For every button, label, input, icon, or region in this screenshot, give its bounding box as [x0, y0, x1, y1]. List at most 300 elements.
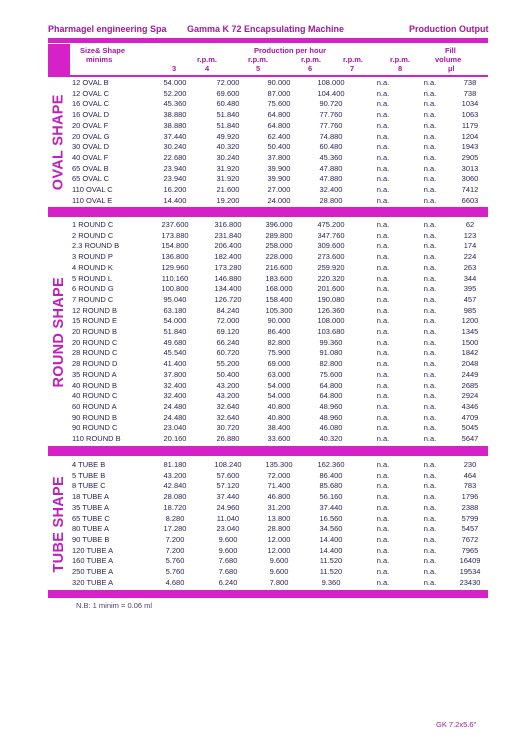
- oval-cell-rpm4: 51.840: [216, 110, 240, 120]
- oval-cell-rpm3: 23.940: [163, 174, 187, 184]
- oval-cell-size: 16 OVAL C: [72, 99, 110, 109]
- round-cell-rpm8: n.a.: [423, 369, 437, 379]
- tube-cell-fill: 23430: [459, 577, 481, 587]
- round-cell-rpm3: 237.600: [161, 220, 189, 229]
- round-cell-rpm7: n.a.: [376, 337, 390, 347]
- oval-cell-rpm6: 77.760: [319, 120, 343, 130]
- oval-cell-rpm4: 69.600: [216, 88, 240, 98]
- round-cell-rpm6: 475.200: [317, 220, 345, 229]
- oval-cell-rpm8: n.a.: [423, 185, 437, 195]
- tube-cell-rpm3: 7.200: [165, 545, 185, 555]
- oval-shape-label-wrap: [48, 78, 70, 206]
- round-cell-rpm5: 82.800: [267, 337, 291, 347]
- round-cell-rpm3: 54.000: [163, 316, 187, 326]
- tube-cell-rpm5: 7.800: [269, 577, 289, 587]
- oval-cell-rpm5: 50.400: [267, 142, 291, 152]
- tube-row: [48, 503, 488, 514]
- tube-cell-rpm6: 37.440: [319, 502, 343, 512]
- round-cell-rpm3: 37.800: [163, 369, 187, 379]
- oval-cell-rpm8: n.a.: [423, 120, 437, 130]
- round-row: [48, 231, 488, 242]
- tube-cell-rpm4: 7.680: [218, 556, 238, 566]
- tube-cell-size: 35 TUBE A: [72, 502, 109, 512]
- oval-shape-label: [48, 78, 70, 206]
- round-cell-rpm6: 126.360: [317, 305, 345, 315]
- round-cell-rpm5: 54.000: [267, 380, 291, 390]
- round-row: [48, 391, 488, 402]
- oval-cell-rpm3: 52.200: [163, 88, 187, 98]
- size-shape-header: Size& Shape: [80, 46, 126, 55]
- tube-cell-rpm7: n.a.: [376, 524, 390, 534]
- round-cell-rpm3: 32.400: [163, 391, 187, 401]
- round-tube-divider: [48, 446, 488, 456]
- tube-cell-rpm6: 11.520: [319, 567, 343, 577]
- oval-cell-fill: 738: [463, 78, 477, 87]
- round-cell-rpm4: 66.240: [216, 337, 240, 347]
- round-cell-rpm3: 20.160: [163, 434, 187, 444]
- tube-cell-rpm5: 12.000: [267, 545, 291, 555]
- tube-cell-rpm3: 43.200: [163, 470, 187, 480]
- round-row: [48, 348, 488, 359]
- tube-shape-label: [48, 460, 70, 588]
- oval-cell-rpm4: 60.480: [216, 99, 240, 109]
- round-cell-rpm8: n.a.: [423, 348, 437, 358]
- round-cell-rpm5: 158.400: [265, 294, 293, 304]
- tube-cell-rpm8: n.a.: [423, 481, 437, 491]
- oval-cell-rpm7: n.a.: [376, 131, 390, 141]
- round-row: [48, 434, 488, 445]
- round-row: [48, 359, 488, 370]
- round-cell-rpm7: n.a.: [376, 241, 390, 251]
- round-cell-rpm4: 32.640: [216, 401, 240, 411]
- tube-cell-rpm4: 11.040: [216, 513, 240, 523]
- oval-cell-rpm5: 24.000: [267, 195, 291, 205]
- oval-cell-rpm5: 64.800: [267, 110, 291, 120]
- round-cell-rpm7: n.a.: [376, 348, 390, 358]
- round-cell-rpm7: n.a.: [376, 273, 390, 283]
- round-row: [48, 274, 488, 285]
- round-cell-rpm6: 48.960: [319, 412, 343, 422]
- round-row: [48, 263, 488, 274]
- oval-cell-fill: 6603: [461, 195, 479, 205]
- round-cell-fill: 1345: [461, 327, 479, 337]
- round-cell-rpm3: 154.800: [161, 241, 189, 251]
- oval-row: [48, 99, 488, 110]
- tube-cell-rpm5: 13.800: [267, 513, 291, 523]
- round-cell-rpm3: 63.180: [163, 305, 187, 315]
- oval-cell-rpm8: n.a.: [423, 78, 437, 87]
- round-cell-rpm5: 396.000: [265, 220, 293, 229]
- round-cell-rpm8: n.a.: [423, 284, 437, 294]
- tube-cell-rpm3: 28.080: [163, 492, 187, 502]
- oval-row: [48, 142, 488, 153]
- round-cell-size: 3 ROUND P: [72, 252, 113, 262]
- round-cell-rpm8: n.a.: [423, 305, 437, 315]
- round-cell-size: 2.3 ROUND B: [72, 241, 120, 251]
- round-cell-fill: 263: [463, 262, 477, 272]
- oval-cell-rpm4: 72.000: [216, 78, 240, 87]
- round-shape-label: [48, 220, 70, 445]
- company-name: Pharmagel engineering Spa: [48, 24, 167, 34]
- round-cell-rpm6: 82.800: [319, 359, 343, 369]
- tube-cell-rpm6: 14.400: [319, 545, 343, 555]
- oval-cell-size: 20 OVAL G: [72, 131, 110, 141]
- oval-cell-rpm6: 28.800: [319, 195, 343, 205]
- round-cell-rpm5: 69.000: [267, 359, 291, 369]
- round-cell-rpm6: 220.320: [317, 273, 345, 283]
- oval-cell-rpm6: 108.000: [317, 78, 345, 87]
- tube-row: [48, 460, 488, 471]
- round-cell-rpm8: n.a.: [423, 380, 437, 390]
- tube-cell-rpm5: 135.300: [265, 460, 293, 469]
- round-cell-size: 110 ROUND B: [72, 434, 121, 444]
- round-cell-rpm7: n.a.: [376, 316, 390, 326]
- oval-cell-rpm3: 45.360: [163, 99, 187, 109]
- oval-cell-rpm3: 38.880: [163, 120, 187, 130]
- round-cell-rpm7: n.a.: [376, 434, 390, 444]
- oval-cell-rpm5: 64.800: [267, 120, 291, 130]
- round-cell-rpm4: 43.200: [216, 380, 240, 390]
- oval-cell-rpm3: 16.200: [163, 185, 187, 195]
- oval-cell-rpm7: n.a.: [376, 195, 390, 205]
- oval-cell-rpm6: 77.760: [319, 110, 343, 120]
- round-cell-rpm8: n.a.: [423, 241, 437, 251]
- round-cell-rpm6: 75.600: [319, 369, 343, 379]
- oval-cell-rpm6: 45.360: [319, 152, 343, 162]
- tube-cell-rpm4: 7.680: [218, 567, 238, 577]
- round-cell-rpm6: 108.000: [317, 316, 345, 326]
- round-cell-fill: 123: [463, 230, 477, 240]
- oval-cell-rpm8: n.a.: [423, 152, 437, 162]
- oval-row: [48, 78, 488, 89]
- oval-row: [48, 110, 488, 121]
- round-cell-rpm8: n.a.: [423, 327, 437, 337]
- oval-row: [48, 164, 488, 175]
- tube-cell-rpm5: 31.200: [267, 502, 291, 512]
- oval-cell-rpm7: n.a.: [376, 110, 390, 120]
- oval-cell-size: 16 OVAL D: [72, 110, 110, 120]
- col-6-header: 6: [308, 64, 313, 73]
- tube-row: [48, 535, 488, 546]
- round-row: [48, 338, 488, 349]
- tube-cell-rpm8: n.a.: [423, 470, 437, 480]
- oval-cell-fill: 3060: [461, 174, 479, 184]
- round-cell-rpm8: n.a.: [423, 401, 437, 411]
- oval-cell-rpm3: 30.240: [163, 142, 187, 152]
- round-cell-fill: 174: [463, 241, 477, 251]
- round-cell-rpm3: 173.880: [161, 230, 189, 240]
- round-cell-rpm4: 55.200: [216, 359, 240, 369]
- oval-row: [48, 153, 488, 164]
- round-cell-rpm7: n.a.: [376, 359, 390, 369]
- minim-conversion-note: N.B: 1 minim = 0.06 ml: [76, 601, 153, 610]
- tube-row: [48, 556, 488, 567]
- round-cell-fill: 4346: [461, 401, 479, 411]
- round-cell-fill: 1200: [461, 316, 479, 326]
- tube-cell-rpm4: 6.240: [218, 577, 238, 587]
- round-cell-rpm6: 190.080: [317, 294, 345, 304]
- tube-cell-rpm5: 71.400: [267, 481, 291, 491]
- round-row: [48, 220, 488, 231]
- round-cell-fill: 62: [465, 220, 475, 229]
- round-cell-rpm7: n.a.: [376, 252, 390, 262]
- round-cell-rpm3: 100.800: [161, 284, 189, 294]
- round-cell-size: 40 ROUND C: [72, 391, 118, 401]
- round-cell-rpm8: n.a.: [423, 337, 437, 347]
- oval-cell-rpm8: n.a.: [423, 110, 437, 120]
- tube-cell-rpm6: 86.400: [319, 470, 343, 480]
- round-cell-rpm6: 48.960: [319, 401, 343, 411]
- round-cell-rpm6: 99.360: [319, 337, 343, 347]
- production-output-title: Production Output: [409, 24, 489, 34]
- round-cell-rpm8: n.a.: [423, 412, 437, 422]
- tube-cell-rpm4: 24.960: [216, 502, 240, 512]
- tube-cell-rpm4: 9.600: [218, 534, 238, 544]
- tube-cell-rpm3: 42.840: [163, 481, 187, 491]
- tube-cell-rpm6: 34.560: [319, 524, 343, 534]
- oval-cell-rpm7: n.a.: [376, 142, 390, 152]
- round-cell-size: 28 ROUND C: [72, 348, 118, 358]
- round-cell-rpm4: 84.240: [216, 305, 240, 315]
- round-cell-rpm4: 173.280: [214, 262, 242, 272]
- round-cell-rpm3: 24.480: [163, 412, 187, 422]
- oval-cell-rpm8: n.a.: [423, 174, 437, 184]
- round-cell-rpm8: n.a.: [423, 252, 437, 262]
- round-cell-rpm6: 46.080: [319, 423, 343, 433]
- oval-cell-rpm5: 37.800: [267, 152, 291, 162]
- tube-cell-size: 160 TUBE A: [72, 556, 114, 566]
- oval-cell-fill: 2905: [461, 152, 479, 162]
- tube-cell-rpm5: 9.600: [269, 556, 289, 566]
- tube-cell-rpm6: 85.680: [319, 481, 343, 491]
- tube-row: [48, 524, 488, 535]
- tube-cell-size: 5 TUBE B: [72, 470, 106, 480]
- tube-cell-size: 8 TUBE C: [72, 481, 106, 491]
- tube-cell-size: 120 TUBE A: [72, 545, 114, 555]
- round-cell-size: 28 ROUND D: [72, 359, 118, 369]
- round-cell-rpm3: 41.400: [163, 359, 187, 369]
- oval-cell-size: 12 OVAL C: [72, 88, 110, 98]
- tube-cell-fill: 1796: [461, 492, 479, 502]
- round-row: [48, 241, 488, 252]
- tube-cell-size: 250 TUBE A: [72, 567, 114, 577]
- round-cell-rpm4: 146.880: [214, 273, 242, 283]
- round-cell-rpm5: 38.400: [267, 423, 291, 433]
- oval-cell-rpm8: n.a.: [423, 163, 437, 173]
- header-divider: [48, 75, 488, 77]
- tube-cell-rpm8: n.a.: [423, 492, 437, 502]
- oval-cell-rpm7: n.a.: [376, 152, 390, 162]
- top-bar: [48, 38, 488, 43]
- round-cell-rpm4: 69.120: [216, 327, 240, 337]
- tube-cell-fill: 19534: [459, 567, 481, 577]
- tube-cell-rpm3: 17.280: [163, 524, 187, 534]
- round-cell-fill: 5647: [461, 434, 479, 444]
- oval-round-divider: [48, 207, 488, 217]
- tube-cell-rpm7: n.a.: [376, 502, 390, 512]
- round-cell-rpm8: n.a.: [423, 220, 437, 229]
- round-cell-rpm6: 201.600: [317, 284, 345, 294]
- tube-cell-rpm8: n.a.: [423, 534, 437, 544]
- tube-cell-rpm8: n.a.: [423, 567, 437, 577]
- tube-cell-size: 90 TUBE B: [72, 534, 110, 544]
- tube-cell-rpm4: 9.600: [218, 545, 238, 555]
- oval-cell-fill: 1034: [461, 99, 479, 109]
- tube-cell-rpm8: n.a.: [423, 513, 437, 523]
- round-row: [48, 423, 488, 434]
- oval-cell-rpm4: 51.840: [216, 120, 240, 130]
- tube-cell-rpm8: n.a.: [423, 556, 437, 566]
- round-cell-rpm5: 289.800: [265, 230, 293, 240]
- machine-title: Gamma K 72 Encapsulating Machine: [187, 24, 345, 34]
- round-cell-rpm5: 75.900: [267, 348, 291, 358]
- oval-cell-rpm4: 40.320: [216, 142, 240, 152]
- round-cell-rpm3: 32.400: [163, 380, 187, 390]
- round-row: [48, 370, 488, 381]
- round-shape-label-text: ROUND SHAPE: [50, 277, 67, 388]
- round-cell-fill: 457: [463, 294, 477, 304]
- round-cell-rpm4: 231.840: [214, 230, 242, 240]
- round-cell-rpm4: 32.640: [216, 412, 240, 422]
- tube-cell-rpm7: n.a.: [376, 492, 390, 502]
- tube-row: [48, 492, 488, 503]
- tube-cell-rpm8: n.a.: [423, 545, 437, 555]
- rpm-4-header: r.p.m.: [197, 55, 218, 64]
- round-row: [48, 316, 488, 327]
- round-row: [48, 381, 488, 392]
- tube-cell-size: 65 TUBE C: [72, 513, 110, 523]
- round-cell-rpm7: n.a.: [376, 284, 390, 294]
- round-row: [48, 284, 488, 295]
- round-cell-rpm5: 86.400: [267, 327, 291, 337]
- round-cell-size: 5 ROUND L: [72, 273, 113, 283]
- tube-cell-rpm8: n.a.: [423, 502, 437, 512]
- round-cell-rpm7: n.a.: [376, 369, 390, 379]
- oval-cell-rpm6: 47.880: [319, 174, 343, 184]
- tube-cell-rpm6: 162.360: [317, 460, 345, 469]
- round-cell-rpm7: n.a.: [376, 391, 390, 401]
- oval-cell-rpm8: n.a.: [423, 142, 437, 152]
- round-cell-rpm7: n.a.: [376, 380, 390, 390]
- oval-cell-fill: 1063: [461, 110, 479, 120]
- tube-cell-rpm3: 5.760: [165, 556, 185, 566]
- round-cell-rpm5: 54.000: [267, 391, 291, 401]
- oval-row: [48, 132, 488, 143]
- tube-cell-rpm7: n.a.: [376, 577, 390, 587]
- tube-row: [48, 514, 488, 525]
- oval-cell-rpm3: 23.940: [163, 163, 187, 173]
- round-cell-fill: 985: [463, 305, 477, 315]
- round-cell-rpm6: 347.760: [317, 230, 345, 240]
- tube-cell-rpm3: 4.680: [165, 577, 185, 587]
- round-cell-size: 60 ROUND A: [72, 401, 117, 411]
- round-row: [48, 402, 488, 413]
- round-cell-rpm4: 43.200: [216, 391, 240, 401]
- tube-cell-rpm7: n.a.: [376, 460, 390, 469]
- rpm-8-header: r.p.m.: [390, 55, 411, 64]
- round-cell-rpm7: n.a.: [376, 401, 390, 411]
- round-cell-size: 90 ROUND B: [72, 412, 118, 422]
- round-row: [48, 252, 488, 263]
- oval-cell-fill: 1204: [461, 131, 479, 141]
- round-cell-rpm3: 24.480: [163, 401, 187, 411]
- tube-cell-rpm6: 14.400: [319, 534, 343, 544]
- round-cell-size: 35 ROUND A: [72, 369, 117, 379]
- round-cell-rpm5: 216.600: [265, 262, 293, 272]
- tube-cell-rpm7: n.a.: [376, 470, 390, 480]
- oval-cell-rpm8: n.a.: [423, 131, 437, 141]
- round-cell-rpm7: n.a.: [376, 230, 390, 240]
- round-cell-rpm3: 23.040: [163, 423, 187, 433]
- col-4-header: 4: [205, 64, 210, 73]
- oval-cell-rpm3: 38.880: [163, 110, 187, 120]
- oval-cell-rpm5: 62.400: [267, 131, 291, 141]
- round-cell-fill: 344: [463, 273, 477, 283]
- oval-cell-fill: 738: [463, 88, 477, 98]
- round-cell-size: 12 ROUND B: [72, 305, 118, 315]
- round-cell-fill: 2449: [461, 369, 479, 379]
- oval-cell-size: 30 OVAL D: [72, 142, 110, 152]
- tube-cell-fill: 5799: [461, 513, 479, 523]
- oval-cell-rpm3: 54.000: [163, 78, 187, 87]
- oval-row: [48, 185, 488, 196]
- round-cell-rpm7: n.a.: [376, 305, 390, 315]
- round-cell-rpm4: 182.400: [214, 252, 242, 262]
- round-cell-rpm8: n.a.: [423, 230, 437, 240]
- round-cell-rpm3: 45.540: [163, 348, 187, 358]
- round-cell-rpm6: 259.920: [317, 262, 345, 272]
- oval-cell-fill: 1943: [461, 142, 479, 152]
- tube-shape-table: [48, 460, 488, 588]
- tube-cell-rpm8: n.a.: [423, 460, 437, 469]
- round-cell-rpm7: n.a.: [376, 423, 390, 433]
- production-per-hour-header: Production per hour: [254, 46, 327, 55]
- oval-cell-rpm7: n.a.: [376, 185, 390, 195]
- round-cell-size: 40 ROUND B: [72, 380, 118, 390]
- tube-cell-rpm5: 28.800: [267, 524, 291, 534]
- round-cell-rpm5: 228.000: [265, 252, 293, 262]
- tube-cell-rpm5: 72.000: [267, 470, 291, 480]
- round-cell-fill: 1842: [461, 348, 479, 358]
- round-cell-rpm3: 129.960: [161, 262, 189, 272]
- round-cell-rpm7: n.a.: [376, 294, 390, 304]
- tube-cell-fill: 230: [463, 460, 477, 469]
- oval-cell-rpm5: 75.600: [267, 99, 291, 109]
- round-cell-fill: 2048: [461, 359, 479, 369]
- oval-cell-fill: 3013: [461, 163, 479, 173]
- oval-cell-rpm5: 87.000: [267, 88, 291, 98]
- oval-cell-rpm4: 49.920: [216, 131, 240, 141]
- oval-cell-size: 65 OVAL C: [72, 174, 110, 184]
- rpm-6-header: r.p.m.: [301, 55, 322, 64]
- oval-cell-rpm3: 22.680: [163, 152, 187, 162]
- round-cell-rpm5: 90.000: [267, 316, 291, 326]
- oval-cell-size: 65 OVAL B: [72, 163, 109, 173]
- round-cell-rpm8: n.a.: [423, 434, 437, 444]
- oval-cell-rpm7: n.a.: [376, 78, 390, 87]
- round-cell-rpm5: 33.600: [267, 434, 291, 444]
- oval-row: [48, 121, 488, 132]
- oval-cell-rpm7: n.a.: [376, 163, 390, 173]
- round-cell-fill: 4709: [461, 412, 479, 422]
- tube-cell-rpm6: 56.160: [319, 492, 343, 502]
- tube-cell-rpm7: n.a.: [376, 534, 390, 544]
- oval-cell-fill: 1179: [461, 120, 479, 130]
- round-cell-size: 90 ROUND C: [72, 423, 118, 433]
- tube-cell-rpm6: 9.360: [321, 577, 341, 587]
- round-cell-rpm5: 168.000: [265, 284, 293, 294]
- oval-cell-rpm4: 21.600: [216, 185, 240, 195]
